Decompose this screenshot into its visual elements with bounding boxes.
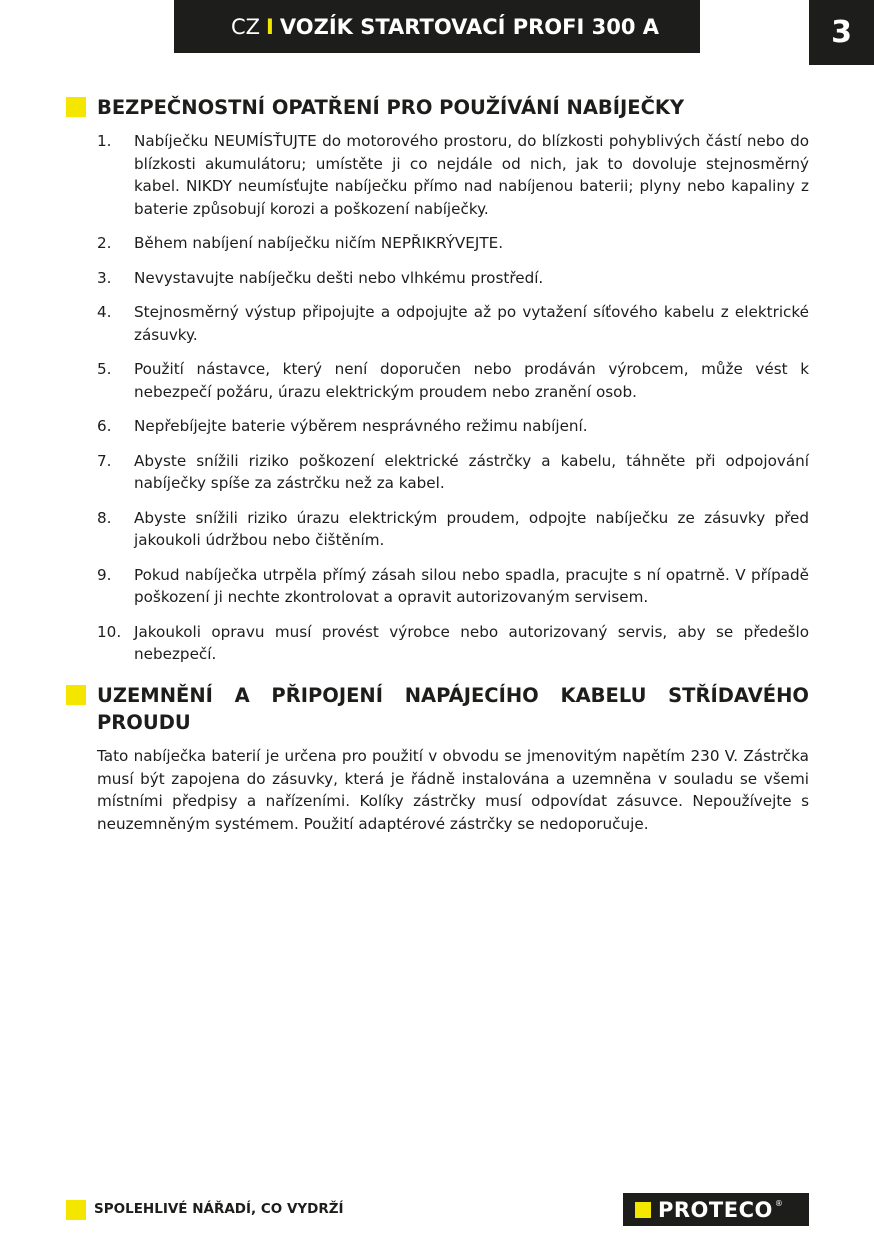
list-item [97,415,809,438]
list-item-text: Během nabíjení nabíječku ničím NEPŘIKRÝVEJTE. [134,234,504,252]
section-title-grounding: UZEMNĚNÍ A PŘIPOJENÍ NAPÁJECÍHO KABELU STŘÍDAVÉHO PROUDU [97,684,809,734]
list-item [97,301,809,346]
list-item-number: 8. [97,508,112,527]
safety-rules-list [97,130,809,678]
list-item-number: 2. [97,234,112,252]
section-title-safety: BEZPEČNOSTNÍ OPATŘENÍ PRO POUŽÍVÁNÍ NABÍJEČKY [97,96,685,119]
list-item [97,358,809,403]
list-item [97,267,809,290]
list-item-text: Pokud nabíječka utrpěla přímý zásah silou nebo spadla, pracujte s ní opatrně. V případě poškození ji nechte zkontrolovat a opravit autorizovaným servisem. [134,565,809,606]
proteco-logo [623,1193,809,1226]
page-number: 3 [809,0,874,65]
list-item-text: Abyste snížili riziko poškození elektrické zástrčky a kabelu, táhněte při odpojování nabíječky spíše za zástrčku než za kabel. [134,451,809,492]
list-item-number: 1. [97,132,112,150]
list-item-text: Použití nástavce, který není doporučen nebo prodáván výrobcem, může vést k nebezpečí požáru, úrazu elektrickým proudem nebo zranění osob. [134,360,809,401]
list-item-number: 10. [97,622,122,641]
list-item [97,507,809,552]
list-item-number: 7. [97,451,112,470]
list-item-text: Nepřebíjejte baterie výběrem nesprávného režimu nabíjení. [134,417,588,435]
list-item-number: 4. [97,303,112,321]
list-item [97,232,809,255]
list-item-number: 9. [97,565,112,584]
language-code: CZ [230,14,261,39]
list-item [97,621,809,666]
grounding-paragraph: Tato nabíječka baterií je určena pro použití v obvodu se jmenovitým napětím 230 V. Zástrčka musí být zapojena do zásuvky, která je řádně instalována a uzemněna v souladu se všemi místními předpisy a nařízeními. Kolíky zástrčky musí odpovídat zásuvce. Nepoužívejte s neuzemněným systémem. Použití adaptérové zástrčky se nedoporučuje. [97,747,809,833]
list-item-text: Nevystavujte nabíječku dešti nebo vlhkému prostředí. [134,268,544,287]
list-item-text: Nabíječku NEUMÍSŤUJTE do motorového prostoru, do blízkosti pohyblivých částí nebo do blízkosti akumulátoru; umístěte ji co nejdále od nich, jak to dovoluje stejnosměrný kabel. NIKDY neumísťujte nabíječku přímo nad nabíjenou baterii; plyny nebo kapaliny z baterie způsobují korozi a poškození nabíječky. [134,132,809,218]
list-item-number: 6. [97,417,112,435]
logo-square-icon [635,1202,651,1218]
logo-text: PROTECO [658,1197,773,1222]
header-separator: I [266,14,274,39]
list-item-text: Jakoukoli opravu musí provést výrobce nebo autorizovaný servis, aby se předešlo nebezpečí. [134,622,809,663]
list-item [97,130,809,220]
list-item-number: 3. [97,268,112,287]
footer-slogan: SPOLEHLIVÉ NÁŘADÍ, CO VYDRŽÍ [94,1201,344,1217]
footer-marker-icon [66,1200,86,1220]
registered-mark: ® [774,1199,783,1208]
list-item-text: Stejnosměrný výstup připojujte a odpojujte až po vytažení síťového kabelu z elektrické zásuvky. [134,303,809,344]
section-marker-icon [66,685,86,705]
section-marker-icon [66,97,86,117]
list-item [97,450,809,495]
list-item-number: 5. [97,360,112,378]
list-item [97,564,809,609]
document-title: VOZÍK STARTOVACÍ PROFI 300 A [279,14,660,39]
list-item-text: Abyste snížili riziko úrazu elektrickým proudem, odpojte nabíječku ze zásuvky před jakoukoli údržbou nebo čištěním. [134,508,809,549]
document-header [174,0,700,53]
